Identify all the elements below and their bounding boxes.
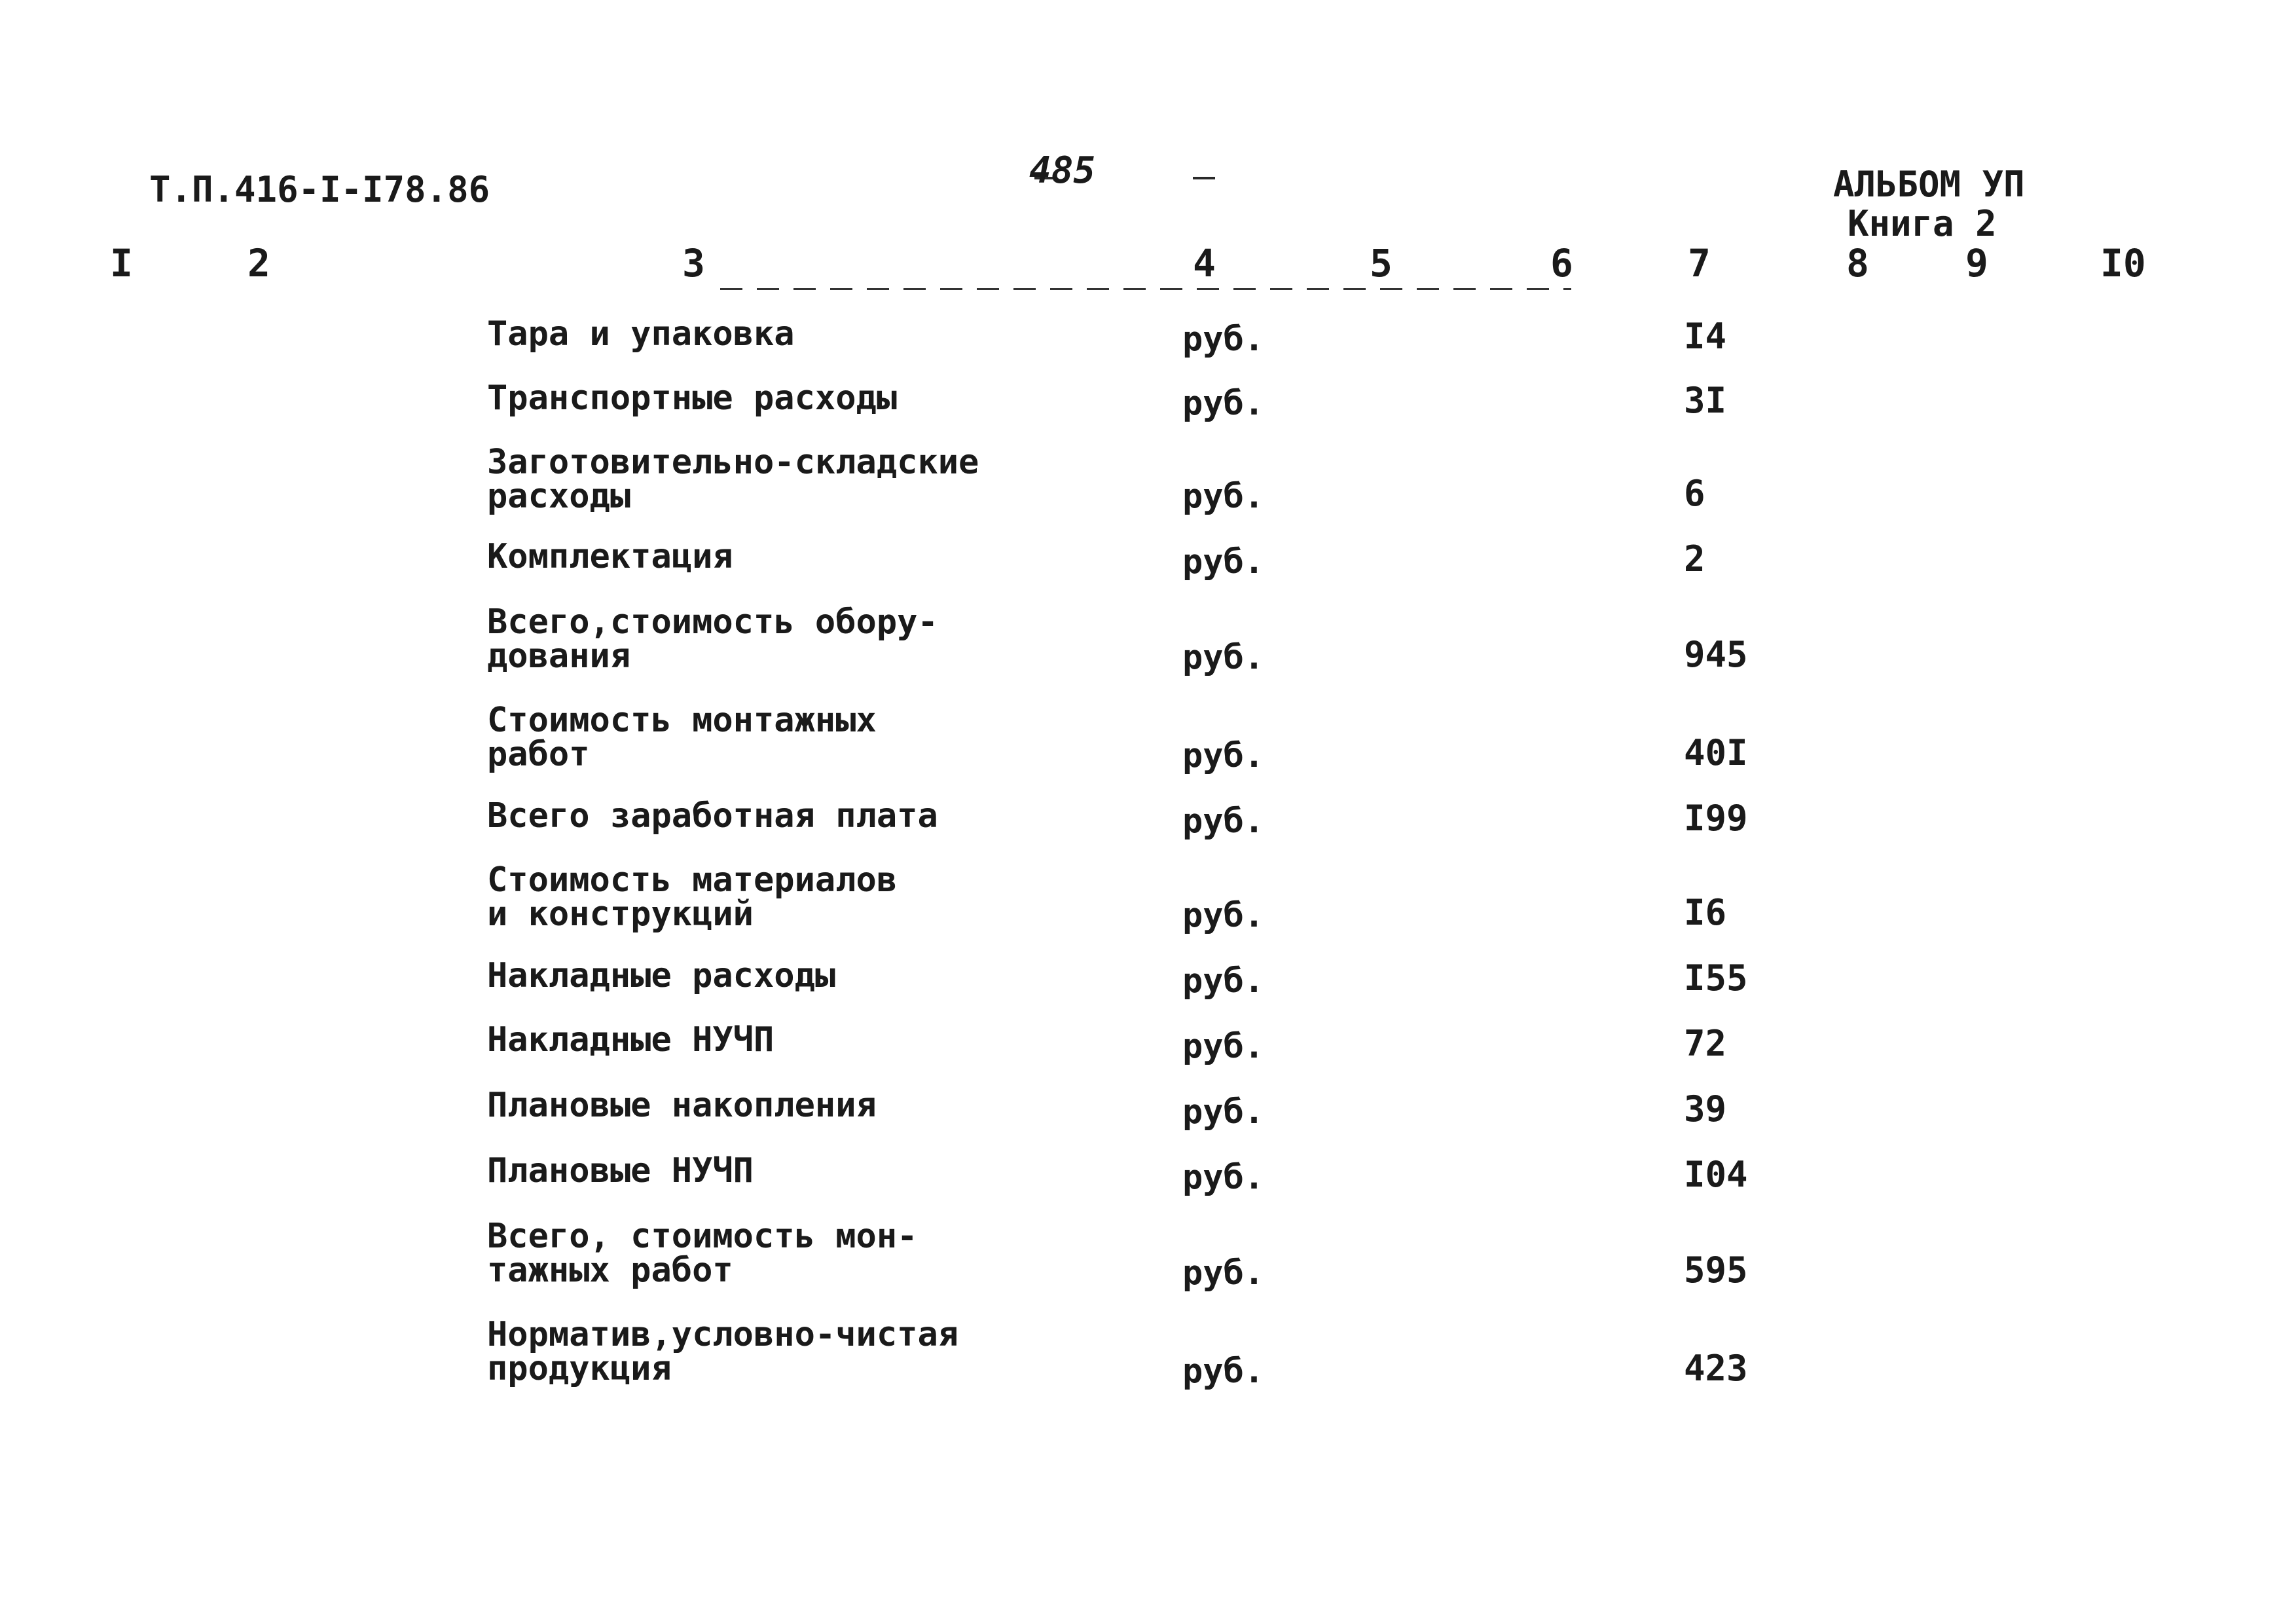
row-unit: руб. <box>1182 542 1265 581</box>
row-unit: руб. <box>1182 736 1265 775</box>
row-label: Плановые НУЧП <box>487 1151 754 1190</box>
row-value: 39 <box>1684 1088 1727 1130</box>
row-value: I4 <box>1684 316 1727 357</box>
column-number-6: 6 <box>1550 241 1573 286</box>
column-number-10: I0 <box>2100 241 2146 286</box>
row-value: 40I <box>1684 732 1748 773</box>
row-value: I55 <box>1684 957 1748 999</box>
album-label: АЛЬБОМ УП <box>1833 164 2025 205</box>
row-label: Всего, стоимость мон- тажных работ <box>487 1217 918 1290</box>
row-value: 2 <box>1684 538 1705 580</box>
row-unit: руб. <box>1182 477 1265 516</box>
row-unit: руб. <box>1182 896 1265 935</box>
row-unit: руб. <box>1182 384 1265 423</box>
row-value: 6 <box>1684 473 1705 514</box>
column-number-9: 9 <box>1965 241 1988 286</box>
row-label: Транспортные расходы <box>487 378 898 418</box>
column-number-2: 2 <box>247 241 270 286</box>
row-value: 423 <box>1684 1348 1748 1389</box>
row-unit: руб. <box>1182 1092 1265 1132</box>
document-code: Т.П.416-I-I78.86 <box>149 169 490 210</box>
row-unit: руб. <box>1182 1253 1265 1293</box>
row-label: Комплектация <box>487 537 733 576</box>
row-unit: руб. <box>1182 320 1265 359</box>
column-number-4: 4 <box>1193 241 1216 286</box>
row-unit: руб. <box>1182 638 1265 677</box>
book-label: Книга 2 <box>1848 203 1997 244</box>
row-unit: руб. <box>1182 1158 1265 1197</box>
row-unit: руб. <box>1182 802 1265 841</box>
row-value: 595 <box>1684 1249 1748 1291</box>
row-value: I99 <box>1684 798 1748 839</box>
row-value: 3I <box>1684 380 1727 421</box>
row-value: I04 <box>1684 1154 1748 1195</box>
row-label: Заготовительно-складские расходы <box>487 443 979 516</box>
page-number-dash-right <box>1193 177 1215 179</box>
column-number-3: 3 <box>682 241 705 286</box>
page-number: 485 <box>1029 149 1096 192</box>
row-unit: руб. <box>1182 1027 1265 1066</box>
row-value: 945 <box>1684 634 1748 675</box>
row-label: Стоимость материалов и конструкций <box>487 860 898 934</box>
row-label: Всего,стоимость обору- дования <box>487 602 938 676</box>
row-label: Всего заработная плата <box>487 796 938 836</box>
row-value: 72 <box>1684 1023 1727 1064</box>
column-number-5: 5 <box>1370 241 1393 286</box>
row-label: Накладные расходы <box>487 956 836 995</box>
row-label: Стоимость монтажных работ <box>487 701 877 774</box>
row-label: Норматив,условно-чистая продукция <box>487 1315 959 1388</box>
column-number-8: 8 <box>1846 241 1869 286</box>
row-label: Плановые накопления <box>487 1086 877 1125</box>
row-unit: руб. <box>1182 1352 1265 1391</box>
row-value: I6 <box>1684 892 1727 933</box>
row-unit: руб. <box>1182 961 1265 1001</box>
column-number-1: I <box>110 241 133 286</box>
header-rule <box>720 288 1571 290</box>
row-label: Тара и упаковка <box>487 314 795 354</box>
column-number-7: 7 <box>1688 241 1711 286</box>
row-label: Накладные НУЧП <box>487 1020 774 1060</box>
